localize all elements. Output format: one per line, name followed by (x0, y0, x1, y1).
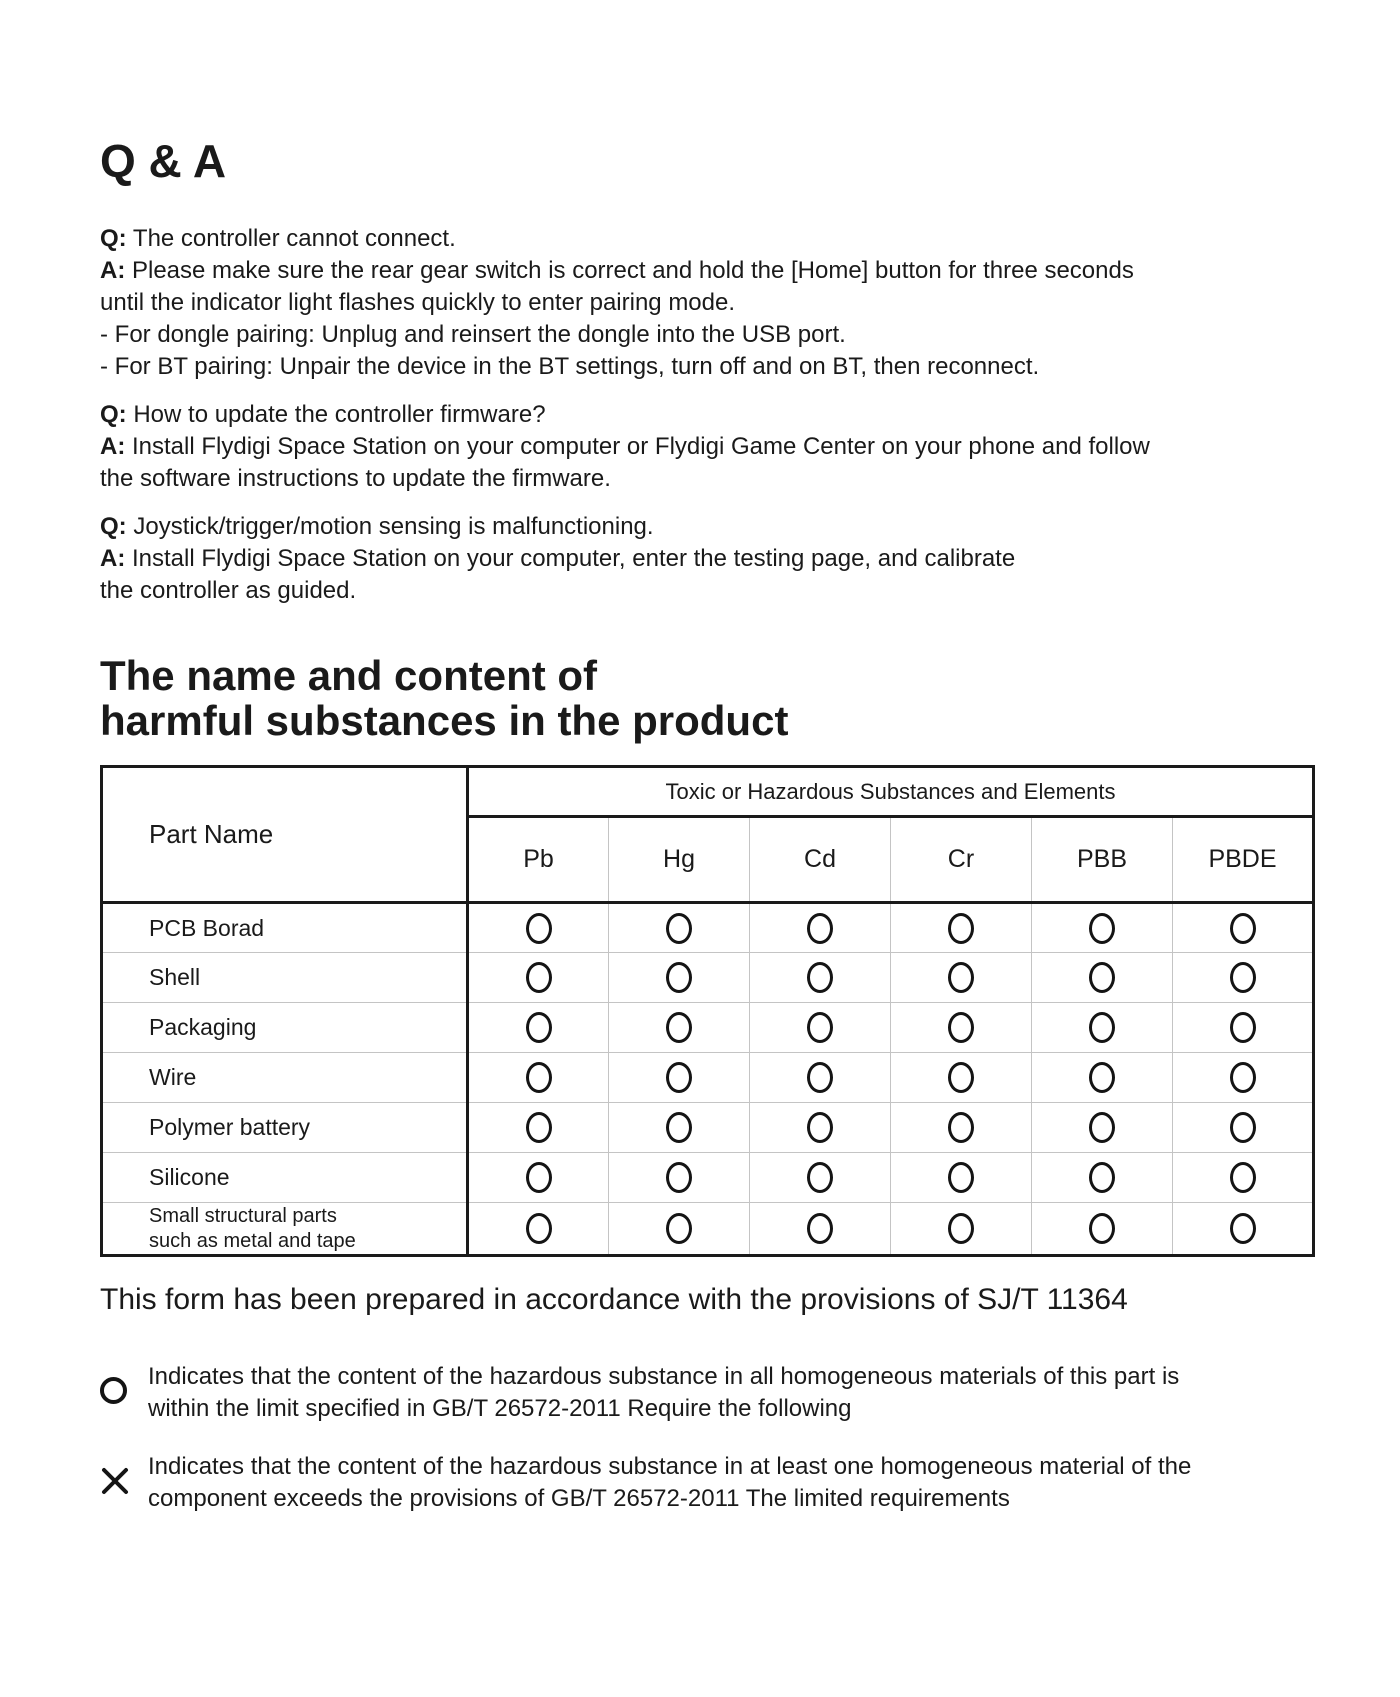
mark-cell (468, 1203, 609, 1256)
qa-line (100, 543, 1312, 575)
qa-text: Please make sure the rear gear switch is correct and hold the [Home] button for three seconds (125, 257, 1134, 284)
circle-mark-icon (807, 1012, 833, 1043)
legend-icon-wrap (100, 1466, 148, 1501)
table-row (102, 1153, 1314, 1203)
table-row (102, 1203, 1314, 1256)
circle-mark-icon (1089, 1012, 1115, 1043)
mark-cell (1032, 1003, 1173, 1053)
mark-cell (609, 1203, 750, 1256)
qa-line (100, 351, 1312, 383)
part-name-cell: Shell (102, 953, 468, 1003)
qa-prefix: A: (100, 545, 126, 572)
column-header-hg: Hg (609, 817, 750, 903)
qa-line (100, 287, 1312, 319)
circle-mark-icon (526, 913, 552, 944)
mark-cell (468, 1053, 609, 1103)
part-name-cell: Wire (102, 1053, 468, 1103)
qa-block-firmware (100, 399, 1312, 495)
qa-text: - For dongle pairing: Unplug and reinsert the dongle into the USB port. (100, 321, 846, 348)
circle-mark-icon (526, 1112, 552, 1143)
legend-cross-icon (100, 1466, 130, 1496)
mark-cell (1173, 903, 1314, 953)
circle-mark-icon (948, 1012, 974, 1043)
mark-cell (1032, 1153, 1173, 1203)
qa-prefix: Q: (100, 225, 127, 252)
circle-mark-icon (807, 1112, 833, 1143)
qa-prefix: Q: (100, 513, 127, 540)
mark-cell (1173, 1103, 1314, 1153)
mark-cell (891, 1003, 1032, 1053)
table-row (102, 1103, 1314, 1153)
mark-cell (750, 1153, 891, 1203)
mark-cell (1173, 1153, 1314, 1203)
mark-cell (609, 953, 750, 1003)
circle-mark-icon (1089, 1062, 1115, 1093)
circle-mark-icon (666, 1112, 692, 1143)
circle-mark-icon (526, 1012, 552, 1043)
mark-cell (750, 1103, 891, 1153)
mark-cell (1032, 903, 1173, 953)
legend-icon-wrap (100, 1377, 148, 1409)
table-row (102, 1003, 1314, 1053)
mark-cell (609, 1103, 750, 1153)
legend-item-circle (100, 1361, 1312, 1425)
mark-cell (1032, 953, 1173, 1003)
mark-cell (609, 1003, 750, 1053)
legend-text (148, 1451, 1191, 1515)
circle-mark-icon (1089, 1162, 1115, 1193)
qa-section-title: Q & A (100, 135, 227, 187)
mark-cell (750, 1003, 891, 1053)
circle-mark-icon (666, 1213, 692, 1244)
substances-title-line1: The name and content of (100, 652, 598, 699)
qa-prefix: A: (100, 433, 126, 460)
circle-mark-icon (948, 1112, 974, 1143)
qa-text: How to update the controller firmware? (126, 401, 546, 428)
part-name-header: Part Name (102, 767, 468, 903)
circle-mark-icon (807, 913, 833, 944)
qa-text: Install Flydigi Space Station on your computer, enter the testing page, and calibrate (125, 545, 1016, 572)
mark-cell (891, 1103, 1032, 1153)
qa-line (100, 431, 1312, 463)
legend-circle-icon (100, 1377, 127, 1404)
mark-cell (468, 953, 609, 1003)
table-row (102, 953, 1314, 1003)
part-name-cell: Polymer battery (102, 1103, 468, 1153)
circle-mark-icon (666, 1012, 692, 1043)
mark-cell (609, 903, 750, 953)
qa-text: until the indicator light flashes quickly to enter pairing mode. (100, 289, 736, 316)
qa-line (100, 255, 1312, 287)
legend-item-cross (100, 1451, 1312, 1515)
circle-mark-icon (526, 1213, 552, 1244)
circle-mark-icon (666, 913, 692, 944)
mark-cell (1173, 1053, 1314, 1103)
substances-table (100, 765, 1315, 1257)
qa-line (100, 223, 1312, 255)
circle-mark-icon (948, 1062, 974, 1093)
circle-mark-icon (666, 962, 692, 993)
part-name-cell (102, 1203, 468, 1256)
table-row (102, 1053, 1314, 1103)
column-header-pbb: PBB (1032, 817, 1173, 903)
mark-cell (891, 1053, 1032, 1103)
circle-mark-icon (1089, 1213, 1115, 1244)
circle-mark-icon (807, 1062, 833, 1093)
part-name-cell: PCB Borad (102, 903, 468, 953)
qa-line (100, 575, 1312, 607)
qa-block-connect (100, 223, 1312, 383)
qa-prefix: A: (100, 257, 126, 284)
circle-mark-icon (948, 962, 974, 993)
qa-line (100, 399, 1312, 431)
circle-mark-icon (666, 1162, 692, 1193)
column-header-pb: Pb (468, 817, 609, 903)
legend-text-line: Indicates that the content of the hazardous substance in at least one homogeneous material of the (148, 1453, 1192, 1480)
part-name-line2: such as metal and tape (149, 1229, 356, 1252)
qa-text: Install Flydigi Space Station on your computer or Flydigi Game Center on your phone and follow (125, 433, 1150, 460)
mark-cell (750, 1203, 891, 1256)
mark-cell (891, 1153, 1032, 1203)
circle-mark-icon (948, 1162, 974, 1193)
circle-mark-icon (1230, 1162, 1256, 1193)
circle-mark-icon (807, 1213, 833, 1244)
circle-mark-icon (526, 1162, 552, 1193)
part-name-cell: Packaging (102, 1003, 468, 1053)
substances-section-title (100, 653, 1312, 743)
qa-text: the software instructions to update the firmware. (100, 465, 611, 492)
legend-text-line: Indicates that the content of the hazardous substance in all homogeneous materials of this part is (148, 1363, 1180, 1390)
circle-mark-icon (948, 913, 974, 944)
legend-text-line: within the limit specified in GB/T 26572-2011 Require the following (148, 1395, 852, 1422)
column-header-pbde: PBDE (1173, 817, 1314, 903)
part-name-cell: Silicone (102, 1153, 468, 1203)
qa-line (100, 511, 1312, 543)
circle-mark-icon (1230, 1012, 1256, 1043)
mark-cell (750, 953, 891, 1003)
table-row (102, 903, 1314, 953)
column-header-cd: Cd (750, 817, 891, 903)
group-header-cell: Toxic or Hazardous Substances and Elements (468, 767, 1314, 817)
mark-cell (1173, 1203, 1314, 1256)
legend-text-line: component exceeds the provisions of GB/T 26572-2011 The limited requirements (148, 1485, 1010, 1512)
substances-title-line2: harmful substances in the product (100, 697, 789, 744)
qa-text: - For BT pairing: Unpair the device in the BT settings, turn off and on BT, then reconnect. (100, 353, 1040, 380)
mark-cell (891, 1203, 1032, 1256)
qa-text: Joystick/trigger/motion sensing is malfunctioning. (126, 513, 654, 540)
circle-mark-icon (1230, 913, 1256, 944)
circle-mark-icon (807, 1162, 833, 1193)
circle-mark-icon (1089, 962, 1115, 993)
qa-line (100, 319, 1312, 351)
qa-text: the controller as guided. (100, 577, 357, 604)
mark-cell (1173, 1003, 1314, 1053)
circle-mark-icon (1230, 1213, 1256, 1244)
qa-prefix: Q: (100, 401, 127, 428)
qa-block-calibration (100, 511, 1312, 607)
mark-cell (609, 1153, 750, 1203)
qa-line (100, 463, 1312, 495)
mark-cell (468, 1153, 609, 1203)
circle-mark-icon (1230, 962, 1256, 993)
circle-mark-icon (1230, 1062, 1256, 1093)
mark-cell (1032, 1203, 1173, 1256)
circle-mark-icon (1230, 1112, 1256, 1143)
mark-cell (891, 903, 1032, 953)
mark-cell (1032, 1103, 1173, 1153)
mark-cell (891, 953, 1032, 1003)
circle-mark-icon (526, 1062, 552, 1093)
part-name-line1: Small structural parts (149, 1204, 337, 1227)
circle-mark-icon (1089, 913, 1115, 944)
mark-cell (1173, 953, 1314, 1003)
mark-cell (750, 903, 891, 953)
column-header-cr: Cr (891, 817, 1032, 903)
circle-mark-icon (666, 1062, 692, 1093)
circle-mark-icon (526, 962, 552, 993)
circle-mark-icon (807, 962, 833, 993)
mark-cell (609, 1053, 750, 1103)
qa-text: The controller cannot connect. (126, 225, 456, 252)
circle-mark-icon (948, 1213, 974, 1244)
mark-cell (468, 1003, 609, 1053)
mark-cell (1032, 1053, 1173, 1103)
mark-cell (468, 1103, 609, 1153)
mark-cell (468, 903, 609, 953)
legend-text (148, 1361, 1179, 1425)
circle-mark-icon (1089, 1112, 1115, 1143)
mark-cell (750, 1053, 891, 1103)
sjt-note: This form has been prepared in accordance with the provisions of SJ/T 11364 (100, 1283, 1128, 1316)
